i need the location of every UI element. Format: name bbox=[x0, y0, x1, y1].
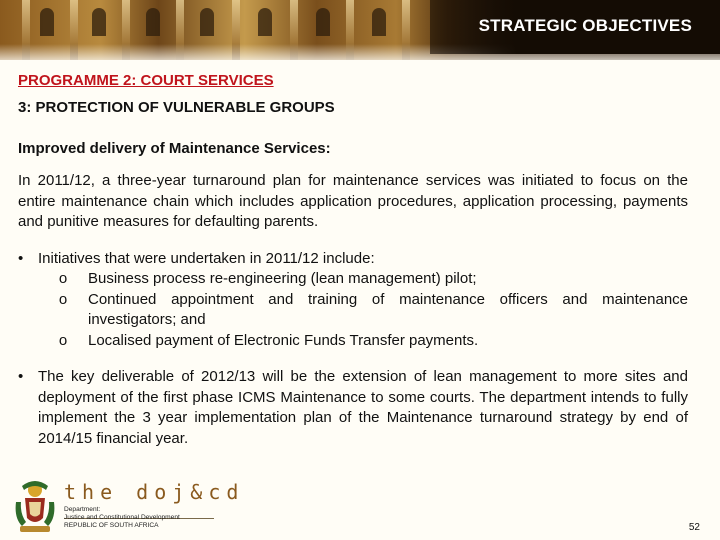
sub-text: Localised payment of Electronic Funds Transfer payments. bbox=[88, 331, 479, 349]
coat-of-arms-icon bbox=[12, 478, 58, 536]
bullet-item bbox=[18, 249, 688, 352]
bullet-mark: • bbox=[18, 249, 24, 267]
sub-list bbox=[38, 269, 688, 351]
dept-line: Justice and Constitutional Development bbox=[64, 514, 180, 521]
sub-mark: o bbox=[58, 331, 68, 349]
intro-paragraph: In 2011/12, a three-year turnaround plan for maintenance services was initiated to focus on the entire maintenance chain which includes application procedures, application processing, payments and punitive measures for defaulting parents. bbox=[18, 172, 688, 230]
sub-mark: o bbox=[58, 290, 68, 308]
sub-item bbox=[38, 290, 688, 331]
bullet-mark: • bbox=[18, 368, 24, 385]
subheading: 3: PROTECTION OF VULNERABLE GROUPS bbox=[18, 99, 335, 116]
brand-wordmark: the doj&cd bbox=[64, 480, 245, 504]
main-content bbox=[18, 72, 688, 449]
sub-mark: o bbox=[58, 270, 68, 287]
bullet-text: The key deliverable of 2012/13 will be the extension of lean management to more sites and deployment of the first phase ICMS Maintenance to some courts. The department intends to fully implement the 3 year implementation plan of the Maintenance turnaround strategy by end of 2014/15 financial year. bbox=[38, 368, 688, 447]
sub-text: Continued appointment and training of maintenance officers and maintenance investigators; and bbox=[88, 290, 688, 328]
sub-text: Business process re-engineering (lean management) pilot; bbox=[88, 270, 477, 287]
dept-line: Department: bbox=[64, 506, 101, 513]
department-block bbox=[64, 506, 234, 530]
sub-item bbox=[38, 331, 688, 352]
programme-heading: PROGRAMME 2: COURT SERVICES bbox=[18, 72, 274, 89]
page-number: 52 bbox=[688, 522, 700, 533]
dept-line: REPUBLIC OF SOUTH AFRICA bbox=[64, 522, 159, 529]
bullet-item bbox=[18, 367, 688, 449]
bullet-text: Initiatives that were undertaken in 2011/12 include: bbox=[38, 249, 375, 267]
sub-item bbox=[38, 269, 688, 290]
section-title: Improved delivery of Maintenance Services: bbox=[18, 140, 331, 157]
page-title: STRATEGIC OBJECTIVES bbox=[478, 16, 692, 35]
